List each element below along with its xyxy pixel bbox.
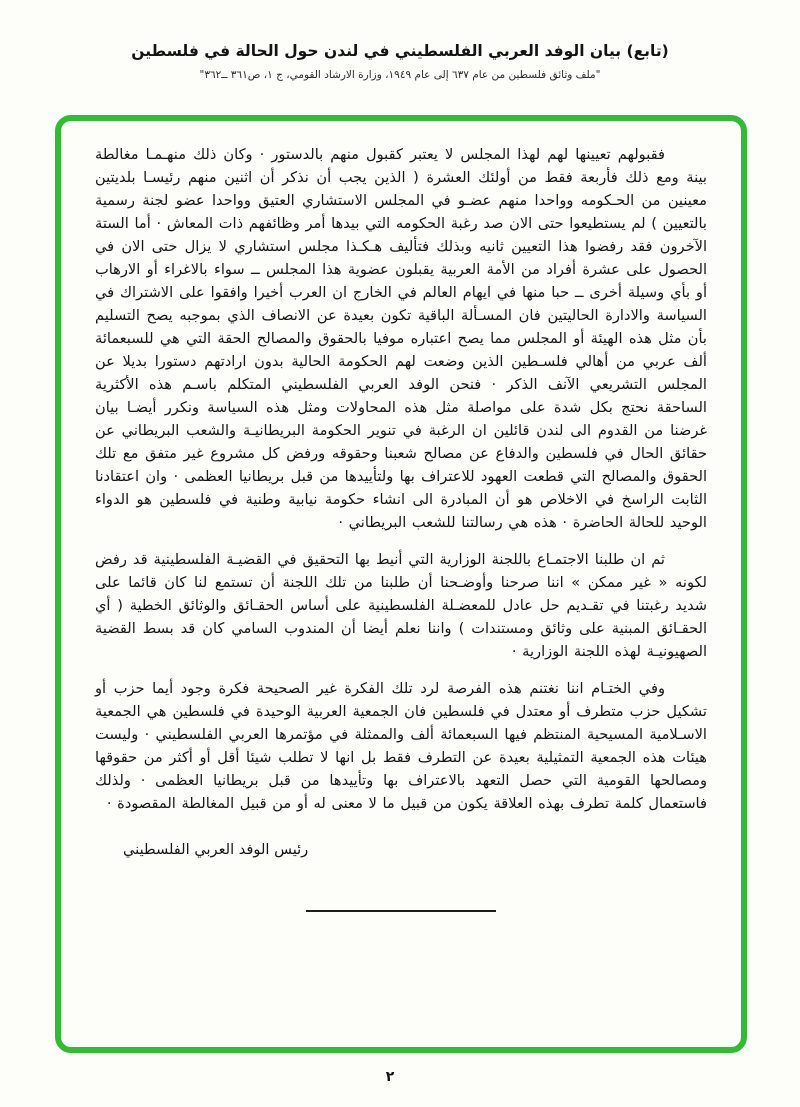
- green-border-frame: [55, 115, 747, 1053]
- document-body-text: [95, 143, 707, 815]
- paragraph-3: وفي الختـام اننا نغتنم هذه الفرصة لرد تلك الفكرة غير الصحيحة فكرة وجود أيما حزب أو تشكيل حزب متطرف أو معتدل في فلسطين فان الجمعية العربية الوحيدة في فلسطين هي الجمعية الاسـلامية المسيحية المنتظم فيها السبعمائة ألف والممثلة في مؤتمرها العربي الفلسطيني · وليست هيئات هذه الجمعية التمثيلية بعيدة عن التطرف فقط بل انها لا تطلب شيئا أقل أو أكثر من حقوقها ومصالحها القومية التي حصل التعهد بالاعتراف بها وتأييدها من قبل بريطانيا العظمى · ولذلك فاستعمال كلمة تطرف بهذه العلاقة يكون من قبيل ما لا معنى له أو من قبيل المغالطة المقصودة ·: [95, 680, 707, 812]
- document-title: (تابع) بيان الوفد العربي الفلسطيني في لندن حول الحالة في فلسطين: [131, 42, 669, 60]
- paragraph-1: فقبولهم تعيينها لهم لهذا المجلس لا يعتبر كقبول منهم بالدستور · وكان ذلك منهـمـا مغالطة بينة ومع ذلك فأربعة فقط من أولئك العشرة ( الذين يجب أن نذكر أن اثنين منهم رئيسـا بلديتين معينين من الحـكومه وواحدا منهم عضـو في المجلس الاستشاري العتيق وواحدا عضو لجنة رسمية بالتعيين ) لم يستطيعوا حتى الان صد رغبة الحكومه التي بيدها أمر وظائفهم ذات المعاش · أما الستة الآخرون فقد رفضوا هذا التعيين ثانيه وبذلك فتأليف هـكـذا مجلس استشاري لا يزال حتى الان في الحصول على عشرة أفراد من الأمة العربية يقبلون عضوية هذا المجلس ــ سواء بالاغراء أو الارهاب أو بأي وسيلة أخرى ــ حبا منها في ايهام العالم في الخارج ان العرب أخيرا وافقوا على الاشتراك في السياسة والادارة الحاليتين فان المسـألة الباقية تكون بعيدة عن الانصاف الذي بموجبه يصح التسليم بأن مثل هذه الهيئة أو المجلس مما يصح اعتباره موفيا بالحقوق والمصالح الحقة التي هي للسبعمائة ألف عربي من أهالي فلسـطين الذين وضعت لهم الحكومة الحالية بدون ارادتهم دستورا بديلا عن المجلس التشريعي الآنف الذكر · فنحن الوفد العربي الفلسطيني المتكلم باسـم هذه الأكثرية الساحقة نحتج بكل شدة على مواصلة مثل هذه المحاولات ومثل هذه السياسة ونكرر أيضـا بيان غرضنا من القدوم الى لندن قائلين ان الرغبة في تنوير الحكومة البريطانيـة والشعب البريطاني عن حقائق الحال في فلسطين والدفاع عن مصالح شعبنا وحقوقه ورفض كل مشروع غير متفق مع تلك الحقوق والمصالح التي قطعت العهود للاعتراف بها ولتأييدها من قبل بريطانيا العظمى · وان اعتقادنا الثابت الراسخ في الاخلاص هو أن المبادرة الى انشاء حكومة نيابية وطنية في فلسطين هو الدواء الوحيد للحالة الحاضرة · هذه هي رسالتنا للشعب البريطاني ·: [95, 146, 707, 531]
- page-number: ٢: [385, 1069, 395, 1085]
- document-header: [0, 0, 800, 81]
- footer-divider-line: [306, 910, 496, 912]
- paragraph-2: ثم ان طلبنا الاجتمـاع باللجنة الوزارية التي أنيط بها التحقيق في القضيـة الفلسطينية قد رفض لكونه « غير ممكن » اننا صرحنا وأوضـحنا أن طلبنا من تلك اللجنة أن تستمع لنا كان قائما على شديد رغبتنا في تقـديم حل عادل للمعضـلة الفلسطينية على أساس الحقـائق والوثائق الخطية ( أي الحقـائق المبنية على وثائق ومستندات ) واننا نعلم أيضا أن المندوب السامي كان قد بسط القضية الصهيونيـة لهذه اللجنة الوزارية ·: [95, 551, 707, 660]
- document-source-citation: "ملف وثائق فلسطين من عام ٦٣٧ إلى عام ١٩٤٩، وزارة الارشاد القومي، ج ١، ص٣٦١ ــ٣٦٢": [199, 69, 601, 81]
- signature-line: رئيس الوفد العربي الفلسطيني: [123, 841, 309, 858]
